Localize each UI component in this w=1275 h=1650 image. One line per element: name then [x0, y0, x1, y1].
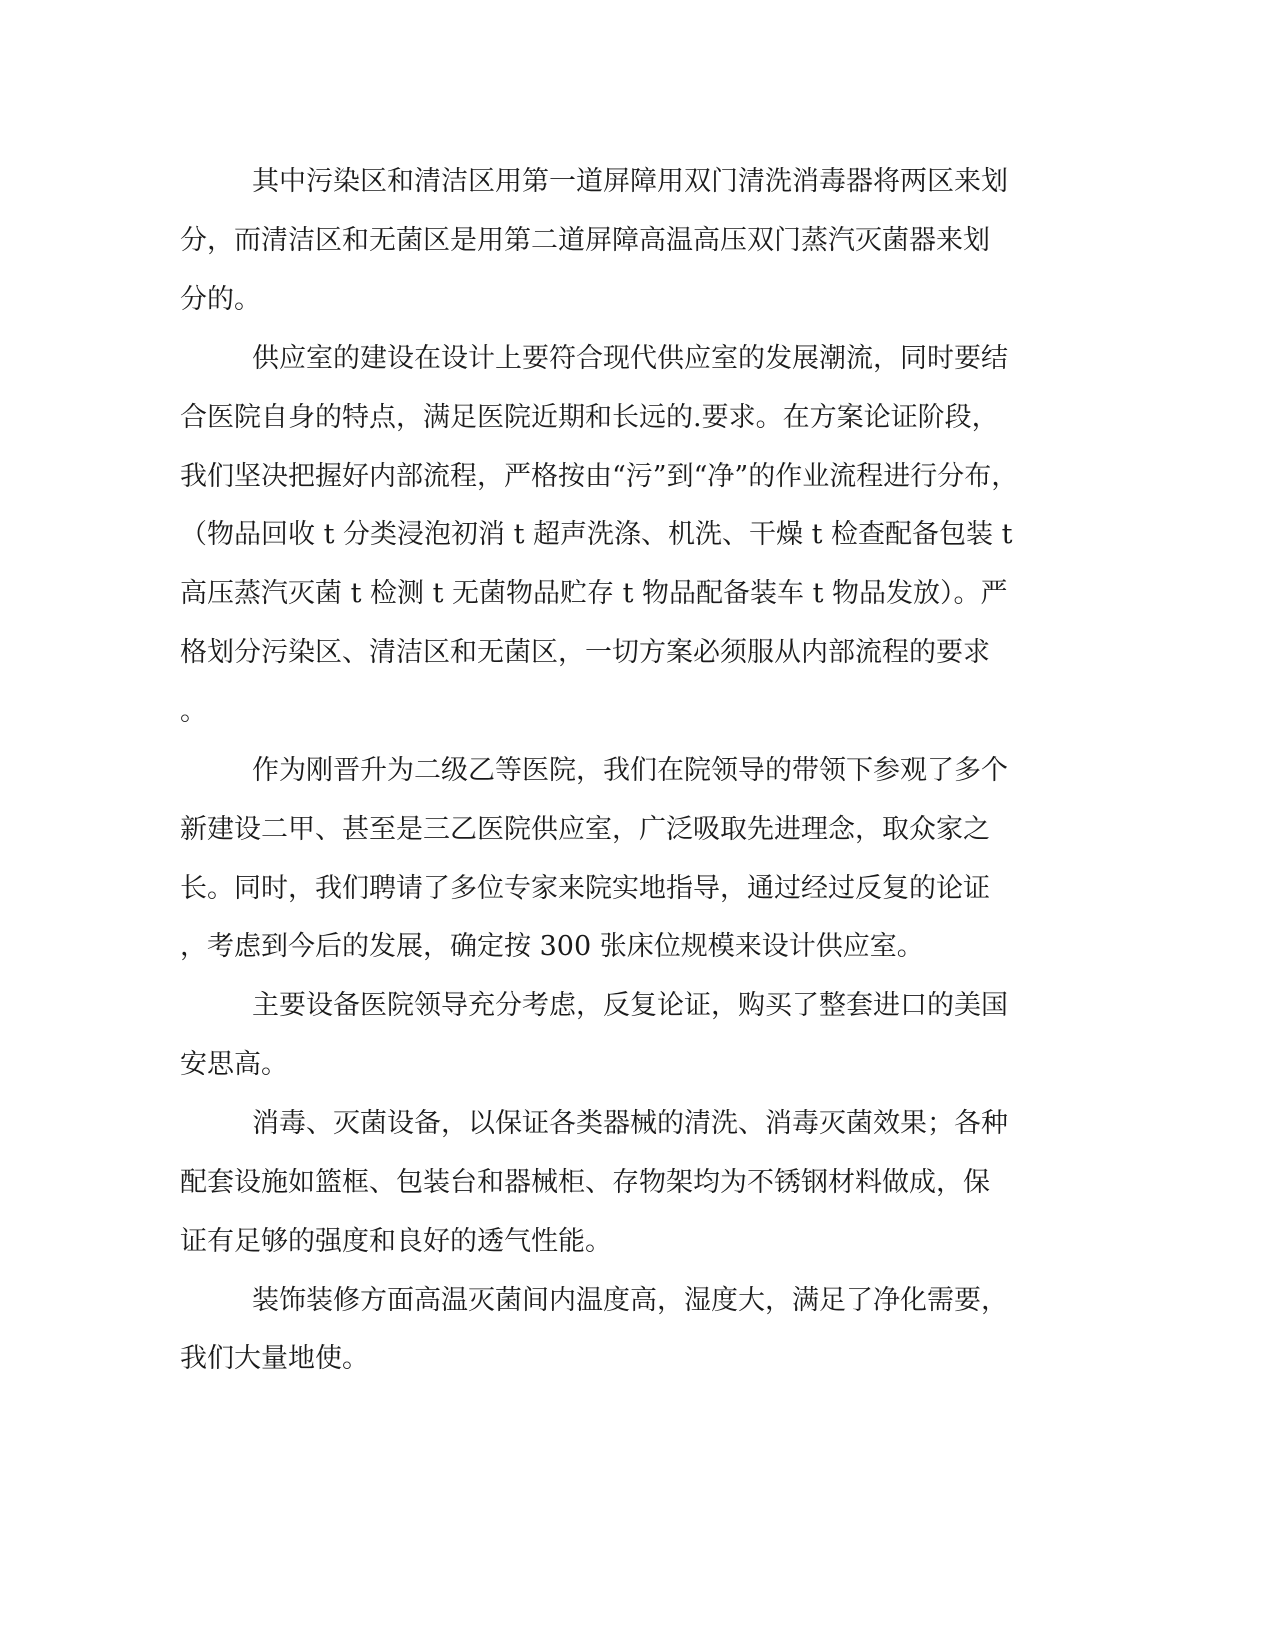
text-line: 作为刚晋升为二级乙等医院，我们在院领导的带领下参观了多个 — [252, 755, 1008, 786]
text-line: 安思高。 — [180, 1049, 288, 1080]
text-line: 装饰装修方面高温灭菌间内温度高，湿度大，满足了净化需要， — [252, 1285, 1008, 1316]
text-line: （物品回收 t 分类浸泡初消 t 超声洗涤、机洗、干燥 t 检查配备包装 t — [180, 519, 1013, 550]
text-line: ，考虑到今后的发展，确定按 300 张床位规模来设计供应室。 — [180, 931, 924, 962]
text-line: 高压蒸汽灭菌 t 检测 t 无菌物品贮存 t 物品配备装车 t 物品发放）。严 — [180, 578, 1008, 609]
text-line: 配套设施如篮框、包装台和器械柜、存物架均为不锈钢材料做成，保 — [180, 1167, 990, 1198]
text-line: 消毒、灭菌设备，以保证各类器械的清洗、消毒灭菌效果；各种 — [252, 1108, 1008, 1139]
text-line: 供应室的建设在设计上要符合现代供应室的发展潮流，同时要结 — [252, 343, 1008, 374]
text-line: 分的。 — [180, 284, 261, 315]
text-line: 证有足够的强度和良好的透气性能。 — [180, 1226, 612, 1257]
text-line: 我们大量地使。 — [180, 1343, 369, 1374]
text-line: 我们坚决把握好内部流程，严格按由“污”到“净”的作业流程进行分布， — [180, 461, 1019, 492]
text-line: 合医院自身的特点，满足医院近期和长远的.要求。在方案论证阶段， — [180, 402, 999, 433]
text-line: 格划分污染区、清洁区和无菌区，一切方案必须服从内部流程的要求 — [180, 637, 990, 668]
text-line: 其中污染区和清洁区用第一道屏障用双门清洗消毒器将两区来划 — [252, 166, 1008, 197]
text-line: 新建设二甲、甚至是三乙医院供应室，广泛吸取先进理念，取众家之 — [180, 814, 990, 845]
text-line: 分，而清洁区和无菌区是用第二道屏障高温高压双门蒸汽灭菌器来划 — [180, 225, 990, 256]
text-line: 。 — [180, 696, 207, 727]
text-line: 主要设备医院领导充分考虑，反复论证，购买了整套进口的美国 — [252, 990, 1008, 1021]
text-line: 长。同时，我们聘请了多位专家来院实地指导，通过经过反复的论证 — [180, 873, 990, 904]
